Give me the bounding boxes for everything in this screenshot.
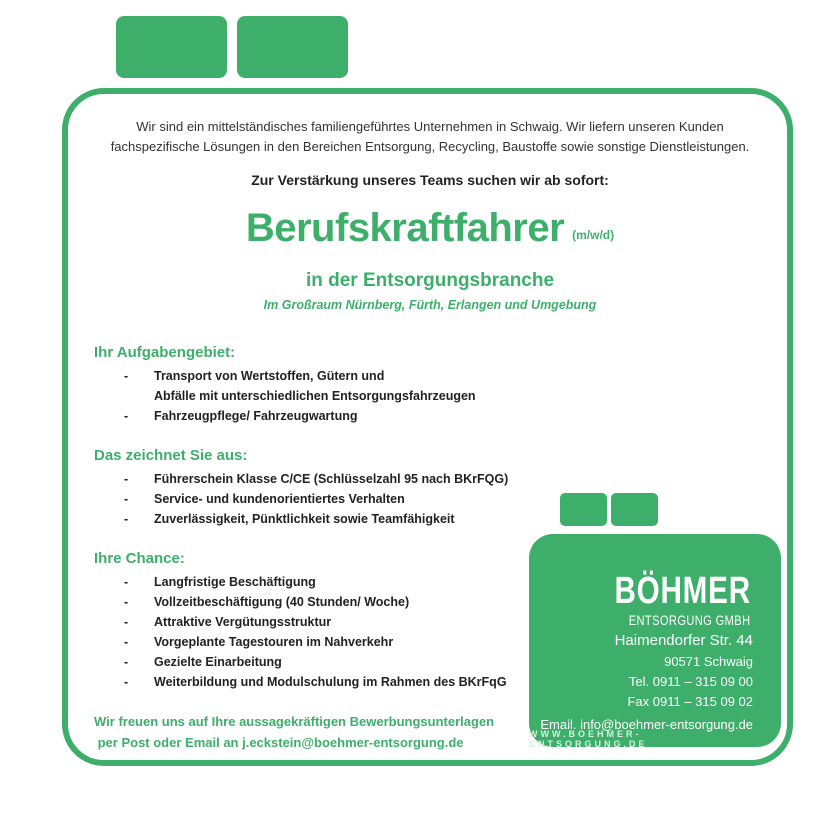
list-item [94,509,544,529]
list-item-text: Langfristige Beschäftigung [154,575,316,589]
section-requirements [94,447,544,529]
company-logo-subtitle: ENTSORGUNG GMBH [629,613,751,628]
bullet-dash: - [124,472,129,486]
bullet-dash: - [124,409,129,423]
list-item-text: Service- und kundenorientiertes Verhalten [154,492,405,506]
list-item-text: Vollzeitbeschäftigung (40 Stunden/ Woche) [154,595,410,609]
list-item-text: Attraktive Vergütungsstruktur [154,615,332,629]
company-phone: Tel. 0911 – 315 09 00 [628,674,753,689]
bullet-dash: - [124,492,129,506]
list-item [94,469,544,489]
intro-line-2: fachspezifische Lösungen in den Bereichen Entsorgung, Recycling, Baustoffe sowie sonstige Dienstleistungen. [110,139,750,154]
company-logo-box [529,534,781,747]
job-region: Im Großraum Nürnberg, Fürth, Erlangen und Umgebung [263,298,597,312]
company-intro [90,117,770,157]
bullet-dash: - [124,512,129,526]
bullet-dash: - [124,635,129,649]
list-item [94,406,544,426]
bullet-dash: - [124,615,129,629]
list-item [94,672,544,692]
closing-line-2: per Post oder Email an j.eckstein@boehmer-entsorgung.de [94,735,464,750]
company-fax: Fax 0911 – 315 09 02 [627,694,753,709]
decor-tab-small-left [560,493,607,526]
bullet-dash: - [124,595,129,609]
benefits-list [94,572,544,692]
list-item-text: Vorgeplante Tagestouren im Nahverkehr [154,635,394,649]
closing-line-1: Wir freuen uns auf Ihre aussagekräftigen Bewerbungsunterlagen [94,714,495,729]
list-item [94,632,544,652]
job-subtitle: in der Entsorgungsbranche [305,270,555,291]
company-website: WWW.BOEHMER-ENTSORGUNG.DE [529,729,648,749]
list-item [94,366,544,406]
job-gender-label: (m/w/d) [572,228,615,242]
job-title-text: Berufskraftfahrer [245,206,565,250]
list-item-text: Fahrzeugpflege/ Fahrzeugwartung [154,409,358,423]
list-item-text: Weiterbildung und Modulschulung im Rahmen des BKrFqG [154,675,507,689]
list-item [94,652,544,672]
company-logo: BÖHMER [614,570,751,612]
list-item-text: Transport von Wertstoffen, Gütern und [154,369,385,383]
company-street: Haimendorfer Str. 44 [614,632,753,649]
section-heading: Das zeichnet Sie aus: [94,447,248,464]
intro-line-1: Wir sind ein mittelständisches familiengeführtes Unternehmen in Schwaig. Wir liefern unseren Kunden [136,119,724,134]
list-item-text: Zuverlässigkeit, Pünktlichkeit sowie Teamfähigkeit [154,512,455,526]
list-item [94,572,544,592]
section-tasks [94,344,544,426]
list-item-text: Abfälle mit unterschiedlichen Entsorgungsfahrzeugen [154,389,476,403]
list-item [94,489,544,509]
requirements-list [94,469,544,529]
section-heading: Ihre Chance: [94,550,185,567]
company-address [540,630,753,735]
bullet-dash: - [124,655,129,669]
decor-tab-right [237,16,348,78]
list-item-text: Gezielte Einarbeitung [154,655,282,669]
list-item [94,592,544,612]
bullet-dash: - [124,575,129,589]
decor-tab-left [116,16,227,78]
job-title [90,206,770,251]
bullet-dash: - [124,369,129,383]
section-heading: Ihr Aufgabengebiet: [94,344,236,361]
list-item [94,612,544,632]
decor-tab-small-right [611,493,658,526]
company-city: 90571 Schwaig [664,654,753,669]
lead-text: Zur Verstärkung unseres Teams suchen wir ab sofort: [251,172,609,188]
bullet-dash: - [124,675,129,689]
company-email: Email. info@boehmer-entsorgung.de [540,717,753,732]
list-item-text: Führerschein Klasse C/CE (Schlüsselzahl 95 nach BKrFQG) [154,472,509,486]
section-benefits [94,550,544,692]
closing-text [94,711,534,753]
tasks-list [94,366,544,426]
